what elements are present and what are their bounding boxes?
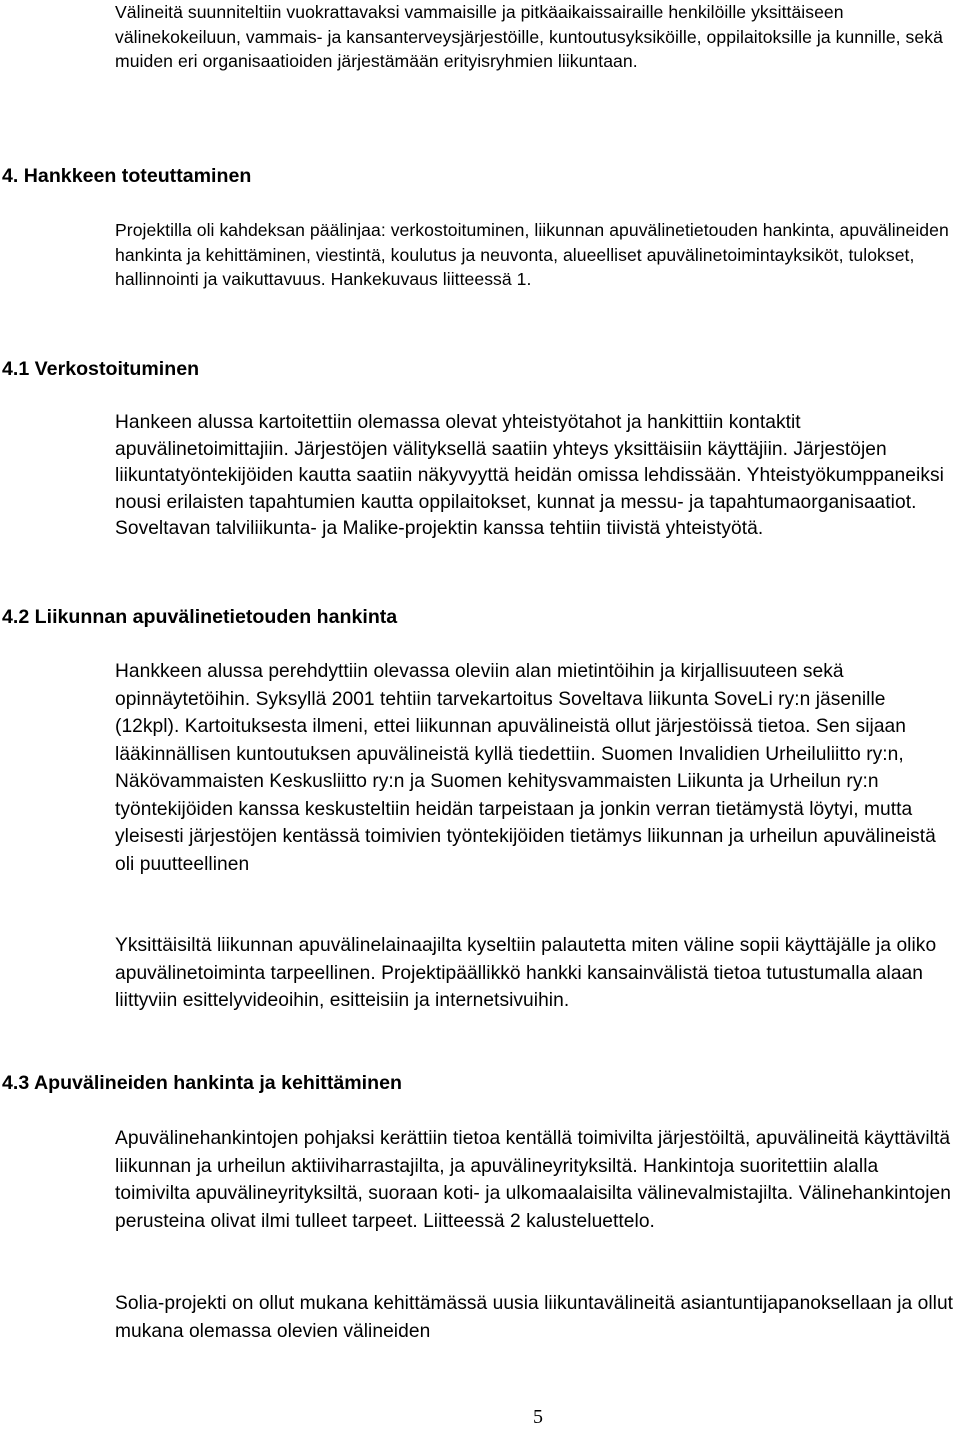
section-paragraph-toteuttaminen: Projektilla oli kahdeksan päälinjaa: verkostoituminen, liikunnan apuvälinetietouden hankinta, apuvälineiden hankinta ja kehittäminen, viestintä, koulutus ja neuvonta, alueelliset apuvälinetoimintayksiköt, tulokset, hallinnointi ja vaikuttavuus. Hankekuvaus liitteessä 1. xyxy=(115,220,949,289)
section-paragraph-apuvalineiden-hankinta-2: Solia-projekti on ollut mukana kehittämässä uusia liikuntavälineitä asiantuntijapanoksellaan ja ollut mukana olemassa olevien välineiden xyxy=(115,1293,954,1342)
section-heading-hankkeen-toteuttaminen: 4. Hankkeen toteuttaminen xyxy=(2,165,252,187)
intro-paragraph: Välineitä suunniteltiin vuokrattavaksi vammaisille ja pitkäaikaissairaille henkilöille yksittäiseen välinekokeiluun, vammais- ja kansanterveysjärjestöille, kuntoutusyksiköille, oppilaitoksille ja kunnille, sekä muiden eri organisaatioiden järjestämään erityisryhmien liikuntaan. xyxy=(115,2,943,71)
section-heading-apuvalinetietouden-hankinta: 4.2 Liikunnan apuvälinetietouden hankinta xyxy=(2,606,398,628)
section-heading-verkostoituminen: 4.1 Verkostoituminen xyxy=(2,358,200,380)
section-paragraph-verkostoituminen: Hankeen alussa kartoitettiin olemassa olevat yhteistyötahot ja hankittiin kontaktit apuvälinetoimittajiin. Järjestöjen välityksellä saatiin yhteys yksittäisiin käyttäjiin. Järjestöjen liikuntatyöntekijöiden kautta saatiin näkyvyyttä heidän omissa lehdissään. Yhteistyökumppaneiksi nousi erilaisten tapahtumien kautta oppilaitokset, kunnat ja messu- ja tapahtumaorganisaatiot. Soveltavan talviliikunta- ja Malike-projektin kanssa tehtiin tiivistä yhteistyötä. xyxy=(115,412,944,539)
section-heading-apuvalineiden-hankinta: 4.3 Apuvälineiden hankinta ja kehittäminen xyxy=(2,1072,402,1094)
page-number: 5 xyxy=(533,1406,543,1428)
section-paragraph-apuvalineiden-hankinta-1: Apuvälinehankintojen pohjaksi kerättiin tietoa kentällä toimivilta järjestöiltä, apuvälineitä käyttäviltä liikunnan ja urheilun aktiiviharrastajilta, ja apuvälineyrityksiltä. Hankintoja suoritettiin alalla toimivilta apuvälineyrityksiltä, suoraan koti- ja ulkomaalaisilta välinevalmistajilta. Välinehankintojen perusteina olivat ilmi tulleet tarpeet. Liitteessä 2 kalusteluettelo. xyxy=(115,1128,951,1232)
section-paragraph-tietouden-hankinta-1: Hankkeen alussa perehdyttiin olevassa oleviin alan mietintöihin ja kirjallisuuteen sekä opinnäytetöihin. Syksyllä 2001 tehtiin tarvekartoitus Soveltava liikunta SoveLi ry:n jäsenille (12kpl). Kartoituksesta ilmeni, ettei liikunnan apuvälineistä ollut järjestöissä tietoa. Sen sijaan lääkinnällisen kuntoutuksen apuvälineistä kyllä tiedettiin. Suomen Invalidien Urheiluliitto ry:n, Näkövammaisten Keskusliitto ry:n ja Suomen kehitysvammaisten Liikunta ja Urheilun ry:n työntekijöiden kanssa keskusteltiin heidän tarpeistaan ja jonkin verran tietämystä löytyi, mutta yleisesti järjestöjen kentässä toimivien työntekijöiden tietämys liikunnan ja urheilun apuvälineistä oli puutteellinen xyxy=(115,661,936,875)
section-paragraph-tietouden-hankinta-2: Yksittäisiltä liikunnan apuvälinelainaajilta kyseltiin palautetta miten väline sopii käyttäjälle ja oliko apuvälinetoiminta tarpeellinen. Projektipäällikkö hankki kansainvälistä tietoa tutustumalla alaan liittyviin esittelyvideoihin, esitteisiin ja internetsivuihin. xyxy=(115,935,937,1011)
